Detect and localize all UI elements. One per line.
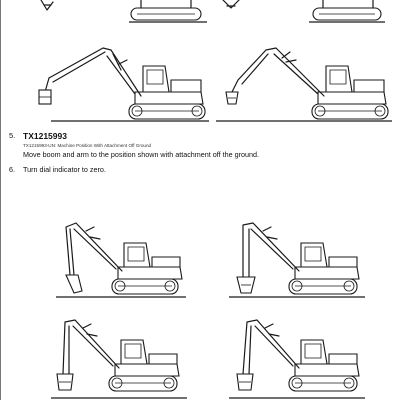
excavator-illustration-bottom-left [51, 310, 191, 400]
step-5-number: 5. [9, 131, 16, 140]
top-partial-illustrations [1, 0, 400, 30]
step-6-number: 6. [9, 165, 15, 174]
step-5-caption: TX1215993-UN: Machine Position With Attachment Off Ground [23, 143, 152, 148]
excavator-illustration-arm-down-middle-left [56, 215, 191, 300]
step-6-text: Turn dial indicator to zero. [23, 165, 106, 174]
excavator-illustration-bottom-right [229, 310, 369, 400]
step-5-instruction: Move boom and arm to the position shown with attachment off the ground. [23, 150, 259, 159]
excavator-illustration-arm-raised-left [31, 40, 211, 125]
step-6-instruction [9, 165, 106, 174]
step-5-title: TX1215993 [23, 131, 67, 141]
excavator-illustration-arm-raised-right [216, 40, 396, 125]
excavator-illustration-arm-down-middle-right [229, 215, 369, 300]
